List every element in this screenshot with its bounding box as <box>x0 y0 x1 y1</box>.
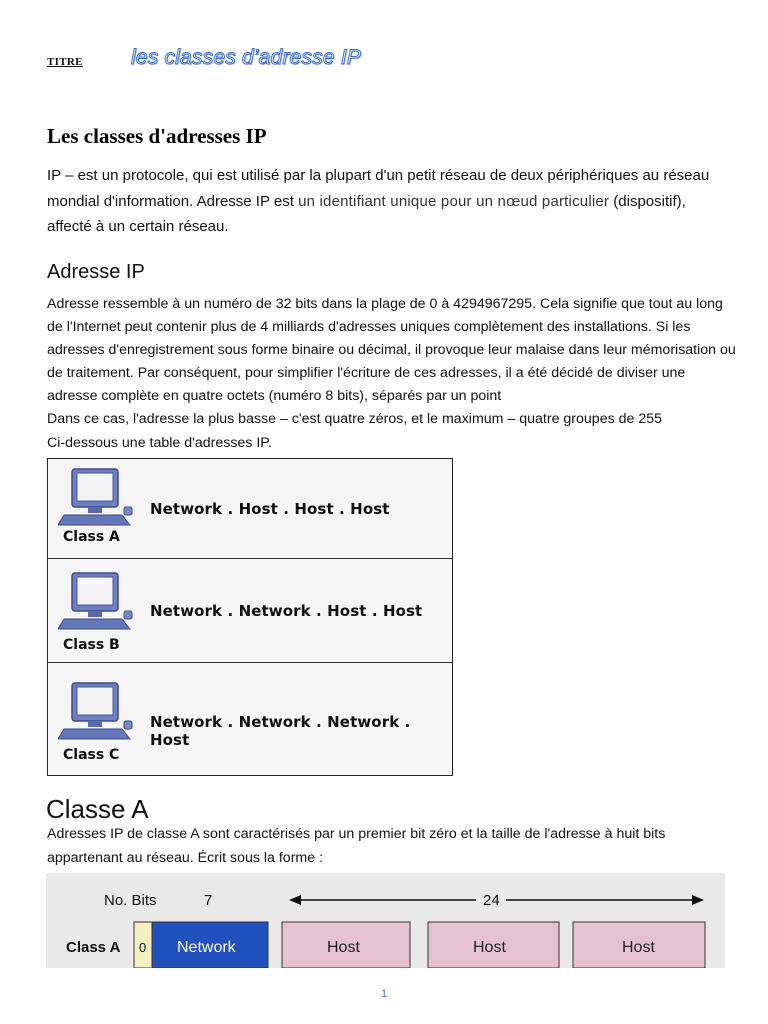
header <box>47 46 727 82</box>
class-table-row <box>48 459 452 559</box>
class-label: Class A <box>63 529 120 545</box>
leading-bit-value: 0 <box>139 940 147 955</box>
titre-label: TITRE <box>47 56 83 68</box>
arrow-right-head <box>692 895 704 905</box>
intro-text-part1: IP – est un protocole, qui est utilisé par la plupart d'un petit réseau de deux périphériques au réseau mondial d'information. Adresse IP est <box>47 167 710 210</box>
adresse-ip-paragraph <box>47 293 737 455</box>
section-heading-adresse-ip: Adresse IP <box>47 261 145 283</box>
class-structure: Network . Host . Host . Host <box>150 500 390 518</box>
host-box-label: Host <box>327 939 360 956</box>
adresse-ip-text-1: Adresse ressemble à un numéro de 32 bits dans la plage de 0 à 4294967295. Cela signifie que tout au long de l'Internet peut contenir plus de 4 milliards d'adresses uniques complètement des installations. Si les adresses d'enregistrement sous forme binaire ou décimal, il provoque leur malaise dans leur mémorisation ou de traitement. Par conséquent, pour simplifier l'écriture de ces adresses, il a été décidé de diviser une adresse complète en quatre octets (numéro 8 bits), séparés par un point <box>47 296 736 405</box>
network-box-label: Network <box>177 939 236 956</box>
intro-text-part3: (dispositif), affecté à un certain réseau. <box>47 192 686 235</box>
document-title: les classes d’adresse IP <box>131 46 362 69</box>
class-structure: Network . Network . Network . Host <box>150 713 411 749</box>
ip-class-table <box>47 458 453 776</box>
bits-diagram-svg <box>46 873 725 968</box>
class-table-row <box>48 559 452 663</box>
class-table-row <box>48 663 452 775</box>
class-label: Class C <box>63 747 120 763</box>
class-label: Class B <box>63 637 120 653</box>
section-heading-classe-a: Classe A <box>46 794 149 824</box>
host-box-label: Host <box>622 939 655 956</box>
network-bits-count: 7 <box>204 892 213 909</box>
class-structure: Network . Network . Host . Host <box>150 602 423 620</box>
computer-icon <box>58 467 138 531</box>
computer-icon <box>58 571 138 635</box>
arrow-left-head <box>289 895 301 905</box>
adresse-ip-text-3: Ci-dessous une table d'adresses IP. <box>47 434 272 451</box>
host-box-label: Host <box>473 939 506 956</box>
bits-label: No. Bits <box>104 892 157 909</box>
host-bits-count: 24 <box>483 892 500 909</box>
computer-icon <box>58 681 138 745</box>
adresse-ip-text-2: Dans ce cas, l'adresse la plus basse – c'est quatre zéros, et le maximum – quatre groupes de 255 <box>47 411 663 428</box>
class-a-bits-diagram <box>46 873 725 968</box>
classe-a-paragraph: Adresses IP de classe A sont caractérisés par un premier bit zéro et la taille de l'adresse à huit bits appartenant au réseau. Écrit sous la forme : <box>47 826 666 866</box>
intro-text-part2: un identifiant unique pour un nœud particulier <box>298 192 610 210</box>
section-heading-classes: Les classes d'adresses IP <box>47 124 267 148</box>
intro-paragraph <box>47 163 727 240</box>
diagram-class-label: Class A <box>66 939 121 956</box>
page-number: 1 <box>380 988 388 1000</box>
